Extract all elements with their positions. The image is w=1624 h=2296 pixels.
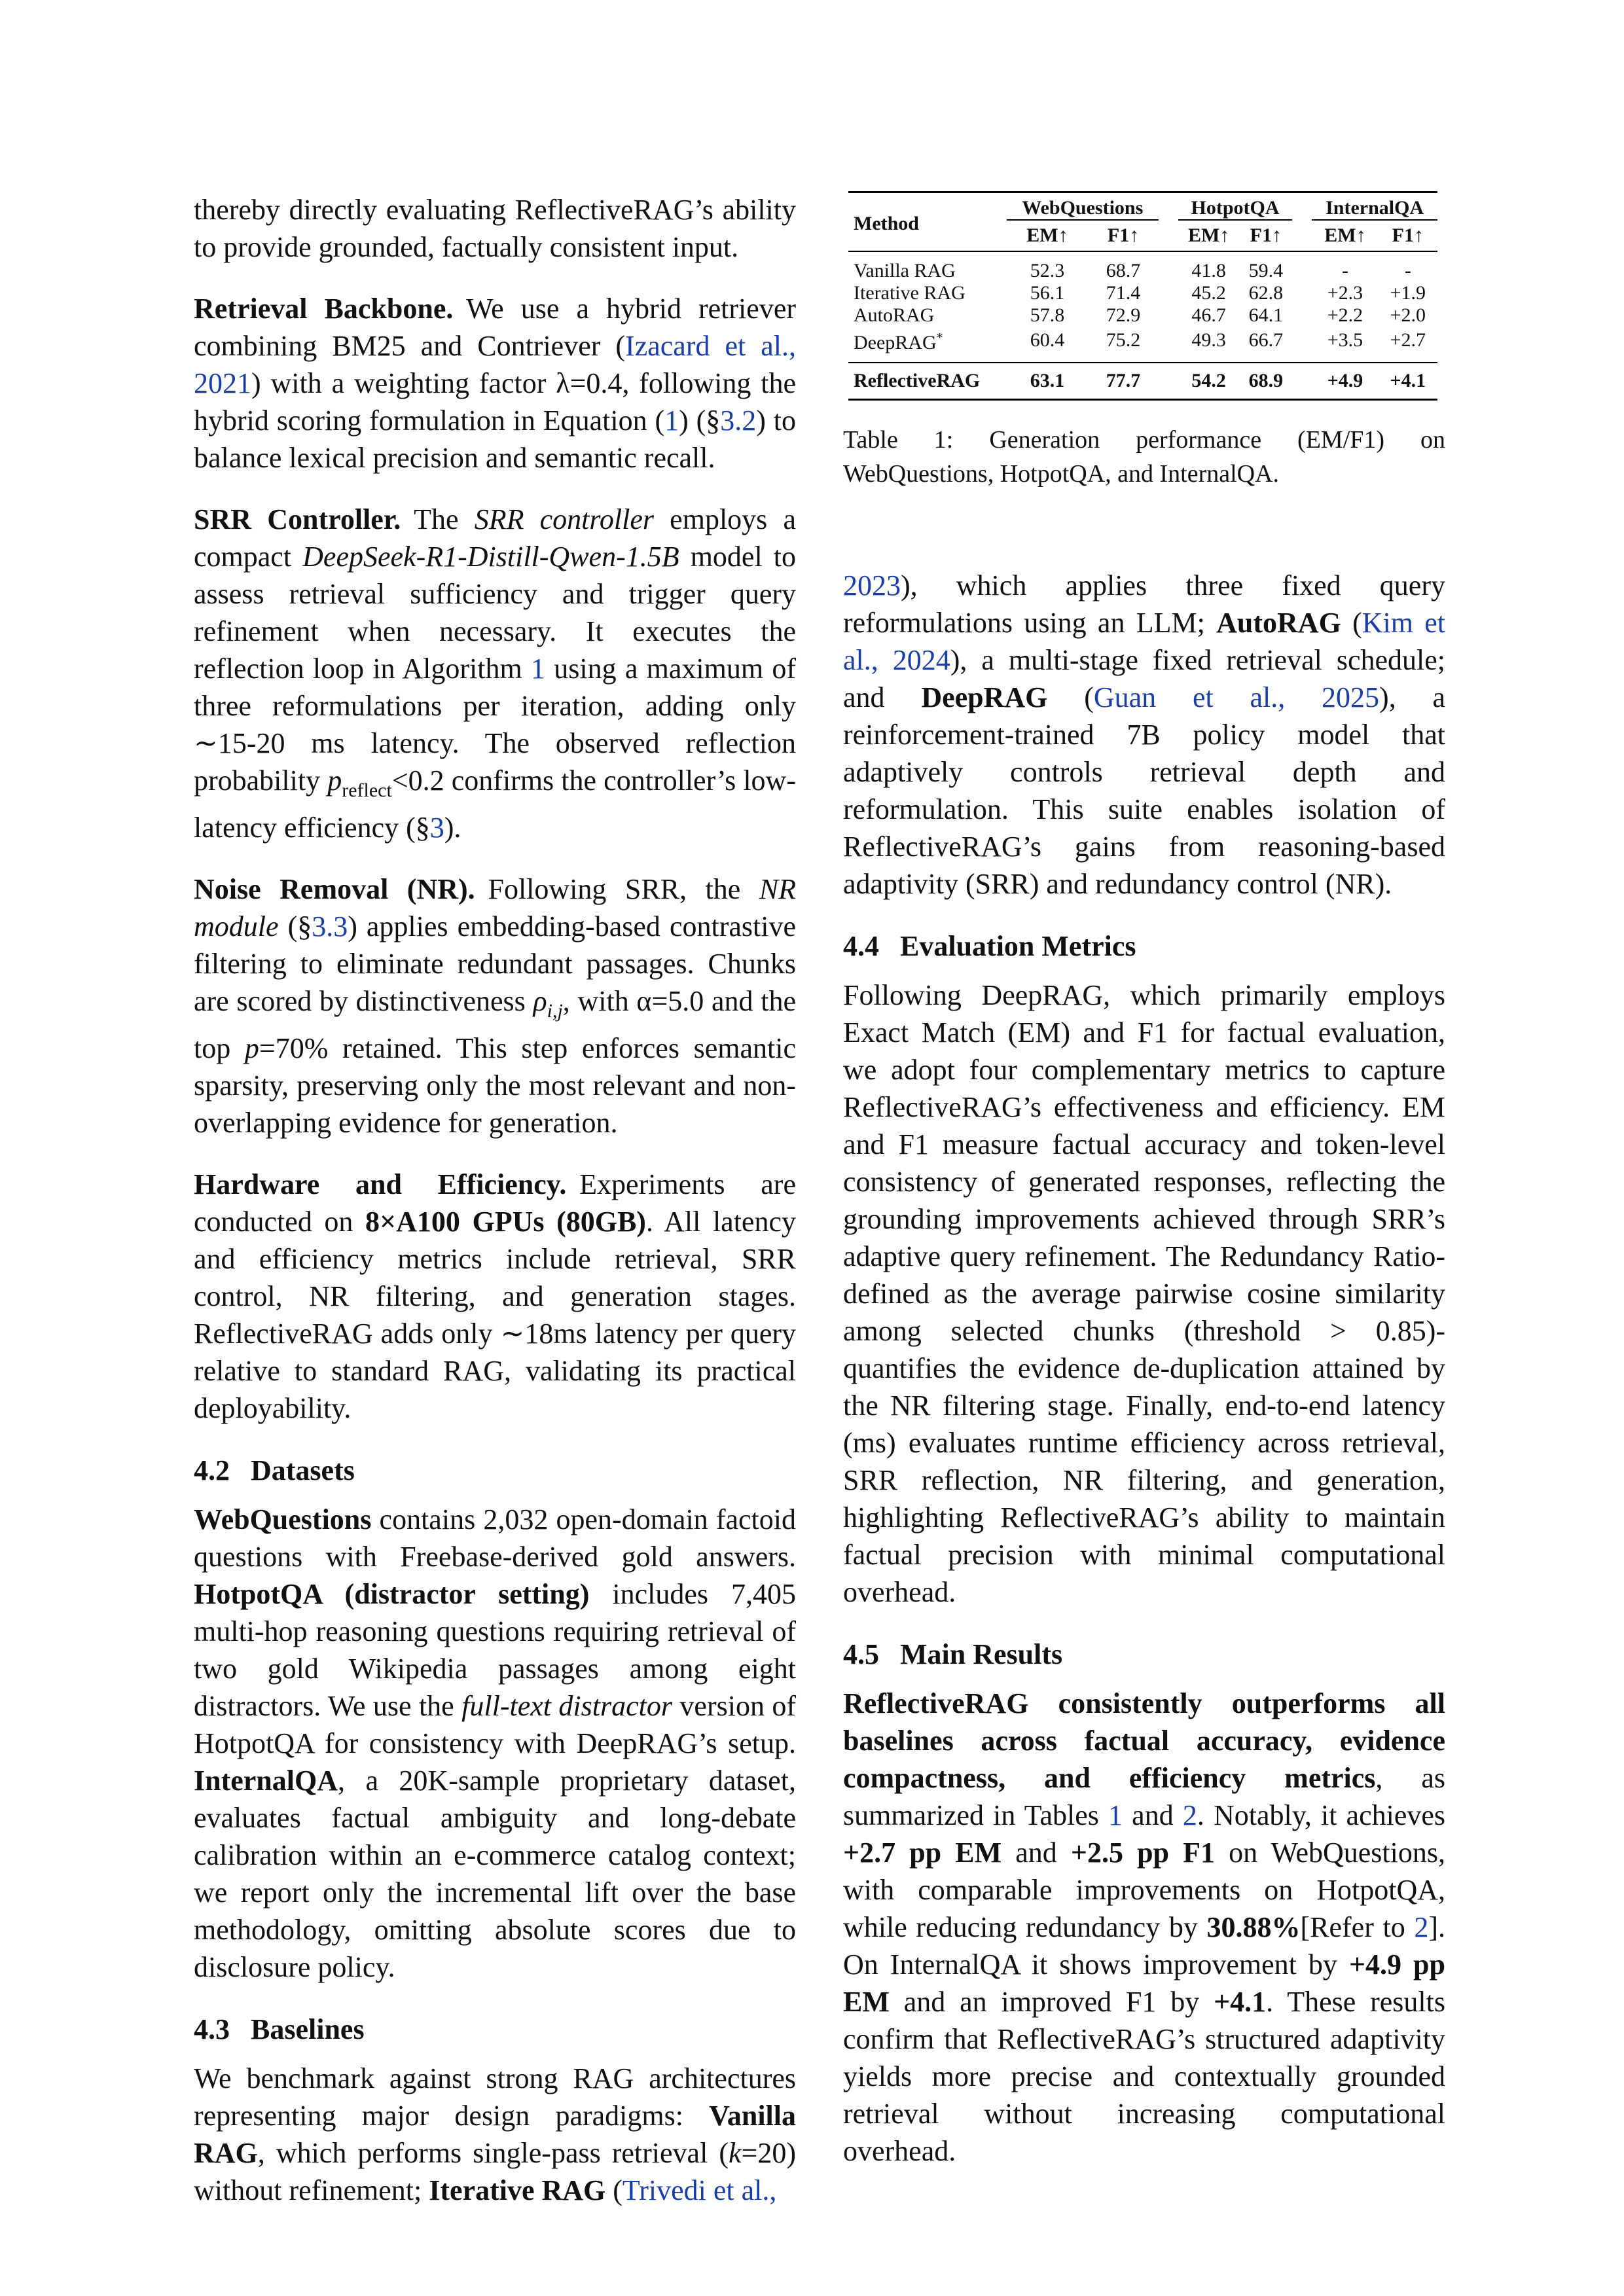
method-name: DeepRAG: [854, 332, 937, 353]
value-cell: 71.4: [1106, 282, 1141, 304]
noise-removal-heading: Noise Removal (NR).: [194, 872, 475, 905]
citation-link[interactable]: Kim et al., 2024: [843, 607, 1446, 676]
text-span: and an improved F1 by: [889, 1986, 1214, 2018]
value-cell: +1.9: [1390, 282, 1426, 304]
baseline-name: AutoRAG: [1216, 607, 1341, 639]
value-cell: 41.8: [1191, 260, 1226, 281]
retrieval-backbone-heading: Retrieval Backbone.: [194, 293, 454, 325]
text-span: and: [1123, 1799, 1183, 1831]
section-title: Baselines: [251, 2013, 365, 2045]
value-cell: +4.1: [1390, 370, 1426, 391]
section-ref-link[interactable]: 3.3: [312, 910, 348, 942]
right-column: [843, 567, 1445, 2170]
text-span: (§: [278, 910, 312, 942]
result-value: +4.1: [1214, 1986, 1267, 2018]
metric-header: F1↑: [1392, 224, 1424, 246]
dataset-name: InternalQA: [194, 1764, 338, 1797]
text-span: ) applies embedding-based contrastive filtering to eliminate redundant passages. Chunks are scored by distinctiveness: [194, 910, 796, 1017]
value-cell: 56.1: [1030, 282, 1065, 304]
value-cell: 54.2: [1191, 370, 1226, 391]
value-cell: 52.3: [1030, 260, 1065, 281]
group-header: WebQuestions: [1007, 192, 1159, 221]
baseline-name: Vanilla RAG: [194, 2099, 796, 2169]
text-span: and: [1001, 1837, 1071, 1869]
value-cell: -: [1341, 260, 1348, 281]
math-symbol: ρ: [533, 984, 547, 1017]
text-span: (: [1341, 607, 1362, 639]
value-cell: 66.7: [1248, 329, 1284, 351]
citation-link[interactable]: Trivedi et al.,: [622, 2174, 777, 2206]
text-span: (: [1047, 681, 1094, 713]
result-value: 30.88%: [1206, 1911, 1301, 1943]
section-title: Datasets: [251, 1454, 355, 1486]
section-heading-evaluation-metrics: [843, 927, 1445, 965]
result-value: +2.5 pp F1: [1070, 1837, 1216, 1869]
method-cell: AutoRAG: [854, 304, 935, 326]
left-column: [194, 191, 796, 2209]
table-ref-link[interactable]: 1: [1108, 1799, 1123, 1831]
value-cell: -: [1404, 260, 1411, 281]
metric-header: EM↑: [1026, 224, 1068, 246]
method-cell: Vanilla RAG: [854, 260, 956, 281]
text-span: ) with a weighting factor λ=0.4, following the hybrid scoring formulation in Equation (: [194, 367, 796, 437]
algorithm-ref-link[interactable]: 1: [530, 653, 545, 685]
math-subscript: i,j: [547, 999, 563, 1022]
value-cell: 49.3: [1191, 329, 1226, 351]
text-span: , as summarized in Tables: [843, 1762, 1445, 1831]
gpu-spec: 8×A100 GPUs (80GB): [365, 1205, 646, 1238]
value-cell: 64.1: [1248, 304, 1284, 326]
table-caption: Table 1: Generation performance (EM/F1) on WebQuestions, HotpotQA, and InternalQA.: [843, 426, 1445, 488]
method-header: Method: [854, 213, 919, 234]
dataset-name: HotpotQA (distractor setting): [194, 1577, 590, 1610]
table-row-ours: [848, 363, 1437, 400]
section-title: Main Results: [900, 1638, 1063, 1670]
metric-header: F1↑: [1107, 224, 1140, 246]
section-number: 4.4: [843, 930, 879, 962]
text-span: =20) without refinement;: [194, 2136, 796, 2206]
text-span: , a 20K-sample proprietary dataset, evaluates factual ambiguity and long-debate calibration within an e-commerce catalog context; we report only the incremental lift over the base methodology, omitting absolute scores due to disclosure policy.: [194, 1764, 796, 1983]
math-symbol: p: [327, 764, 342, 797]
value-cell: 68.7: [1106, 260, 1141, 281]
citation-link[interactable]: Guan et al., 2025: [1093, 681, 1380, 713]
section-heading-datasets: [194, 1452, 796, 1489]
table-header-row: [848, 192, 1437, 221]
bold-claim: ReflectiveRAG consistently outperforms all baselines across factual accuracy, evidence compactness, and efficiency metrics: [843, 1687, 1445, 1794]
metric-header: F1↑: [1250, 224, 1282, 246]
value-cell: 77.7: [1106, 370, 1141, 391]
text-span: (: [605, 2174, 623, 2206]
value-cell: +2.0: [1390, 304, 1426, 326]
value-cell: 59.4: [1248, 260, 1284, 281]
text-span: <0.2 confirms the controller’s low-latency efficiency (§: [194, 764, 796, 844]
retrieval-backbone-paragraph: [194, 290, 796, 476]
baselines-continued-paragraph: [843, 567, 1445, 903]
section-number: 4.5: [843, 1638, 879, 1670]
value-cell: 46.7: [1191, 304, 1226, 326]
table-ref-link[interactable]: 2: [1414, 1911, 1429, 1943]
table-row: [848, 327, 1437, 354]
value-cell: 45.2: [1191, 282, 1226, 304]
value-cell: 57.8: [1030, 304, 1065, 326]
text-span: . Notably, it achieves: [1197, 1799, 1446, 1831]
value-cell: 72.9: [1106, 304, 1141, 326]
datasets-paragraph: [194, 1501, 796, 1986]
metric-header: EM↑: [1324, 224, 1366, 246]
model-name: DeepSeek-R1-Distill-Qwen-1.5B: [302, 541, 679, 573]
text-span: . These results confirm that ReflectiveRAG’s structured adaptivity yields more precise and contextually grounded retrieval without increasing computational overhead.: [843, 1986, 1445, 2167]
noise-removal-paragraph: [194, 870, 796, 1141]
text-span: ), which applies three fixed query reformulations using an LLM;: [843, 569, 1445, 639]
text-span: Following DeepRAG, which primarily employs Exact Match (EM) and F1 for factual evaluation, we adopt four complementary metrics to capture ReflectiveRAG’s effectiveness and efficiency. EM and F1 measure factual accuracy and token-level consistency of generated responses, reflecting the grounding improvements achieved through SRR’s adaptive query refinement. The Redundancy Ratio-defined as the average pairwise cosine similarity among selected chunks (threshold > 0.85)-quantifies the evidence de-duplication attained by the NR filtering stage. Finally, end-to-end latency (ms) evaluates runtime efficiency across retrieval, SRR reflection, NR filtering, and generation, highlighting ReflectiveRAG’s ability to maintain factual precision with minimal computational overhead.: [843, 979, 1445, 1608]
equation-ref-link[interactable]: 1: [664, 404, 679, 437]
section-title: Evaluation Metrics: [900, 930, 1136, 962]
text-span: We use a hybrid retriever combining BM25 and Contriever (: [194, 293, 796, 362]
term-span: SRR controller: [474, 503, 654, 535]
section-heading-main-results: [843, 1636, 1445, 1673]
table-row: [848, 282, 1437, 304]
citation-link[interactable]: Izacard et al., 2021: [194, 330, 796, 399]
main-results-paragraph: [843, 1685, 1445, 2170]
text-span: Experiments are conducted on: [194, 1168, 796, 1238]
text-span: . All latency and efficiency metrics include retrieval, SRR control, NR filtering, and generation stages. ReflectiveRAG adds only ∼18ms latency per query relative to standard RAG, validating its practical deployability.: [194, 1205, 796, 1424]
table-row: [848, 260, 1437, 282]
text-span: ) (§: [679, 404, 721, 437]
baseline-name: DeepRAG: [921, 681, 1048, 713]
text-span: ]. On InternalQA it shows improvement by: [843, 1911, 1445, 1981]
intro-paragraph: [194, 191, 796, 266]
math-symbol: p: [244, 1031, 259, 1064]
hardware-paragraph: [194, 1166, 796, 1427]
text-span: ) to balance lexical precision and semantic recall.: [194, 404, 796, 474]
srr-controller-paragraph: [194, 501, 796, 846]
value-cell: 68.9: [1248, 370, 1284, 391]
text-span: includes 7,405 multi-hop reasoning questions requiring retrieval of two gold Wikipedia passages among eight distractors. We use the: [194, 1577, 796, 1722]
value-cell: +3.5: [1327, 329, 1363, 351]
value-cell: 75.2: [1106, 329, 1141, 351]
section-number: 4.3: [194, 2013, 230, 2045]
table-ref-link[interactable]: 2: [1182, 1799, 1197, 1831]
value-cell: +4.9: [1327, 370, 1363, 391]
section-number: 4.2: [194, 1454, 230, 1486]
text-span: , with α=5.0 and the top: [194, 984, 797, 1064]
text-span: on WebQuestions, with comparable improvements on HotpotQA, while reducing redundancy by: [843, 1837, 1445, 1943]
metric-header: EM↑: [1187, 224, 1230, 246]
group-header: HotpotQA: [1178, 192, 1292, 221]
table-row: [848, 304, 1437, 327]
text-span: contains 2,032 open-domain factoid questions with Freebase-derived gold answers.: [194, 1503, 796, 1573]
section-ref-link[interactable]: 3: [429, 811, 444, 844]
section-heading-baselines: [194, 2011, 796, 2048]
citation-link[interactable]: 2023: [843, 569, 901, 601]
baselines-paragraph: [194, 2060, 796, 2209]
text-span: employs a compact: [194, 503, 796, 573]
srr-controller-heading: SRR Controller.: [194, 503, 401, 535]
text-span: =70% retained. This step enforces semantic sparsity, preserving only the most relevant and non-overlapping evidence for generation.: [194, 1031, 796, 1139]
value-cell: 62.8: [1248, 282, 1284, 304]
math-symbol: k: [729, 2136, 742, 2169]
value-cell: 60.4: [1030, 329, 1065, 351]
value-cell: +2.7: [1390, 329, 1426, 351]
method-superscript: *: [936, 331, 943, 345]
text-span: ), a multi-stage fixed retrieval schedule; and: [843, 644, 1445, 713]
section-ref-link[interactable]: 3.2: [720, 404, 757, 437]
value-cell: 63.1: [1030, 370, 1065, 391]
result-value: +2.7 pp EM: [843, 1837, 1002, 1869]
result-value: +4.9 pp EM: [843, 1948, 1445, 2018]
term-span: NR module: [194, 872, 796, 942]
text-span: The: [414, 503, 475, 535]
text-span: model to assess retrieval sufficiency and trigger query refinement when necessary. It executes the reflection loop in Algorithm: [194, 541, 796, 685]
results-table: [848, 191, 1437, 401]
text-span: ), a reinforcement-trained 7B policy model that adaptively controls retrieval depth and reformulation. This suite enables isolation of ReflectiveRAG’s gains from reasoning-based adaptivity (SRR) and redundancy control (NR).: [843, 681, 1446, 900]
method-cell: ReflectiveRAG: [854, 370, 981, 391]
method-cell: Iterative RAG: [854, 282, 965, 304]
math-subscript: reflect: [342, 779, 392, 801]
text-span: We benchmark against strong RAG architectures representing major design paradigms:: [194, 2062, 796, 2132]
method-cell: [848, 327, 1007, 354]
baseline-name: Iterative RAG: [429, 2174, 606, 2206]
group-header: InternalQA: [1312, 192, 1437, 221]
dataset-name: WebQuestions: [194, 1503, 372, 1535]
text-span: Following SRR, the: [488, 872, 759, 905]
text-span: using a maximum of three reformulations per iteration, adding only ∼15-20 ms latency. The observed reflection probability: [194, 653, 796, 797]
evaluation-metrics-paragraph: [843, 977, 1445, 1611]
value-cell: +2.2: [1327, 304, 1363, 326]
term-span: full-text distractor: [461, 1689, 672, 1722]
text-span: [Refer to: [1300, 1911, 1415, 1943]
value-cell: +2.3: [1327, 282, 1363, 304]
intro-text: thereby directly evaluating ReflectiveRAG’s ability to provide grounded, factually consistent input.: [194, 194, 796, 263]
text-span: , which performs single-pass retrieval (: [257, 2136, 729, 2169]
hardware-heading: Hardware and Efficiency.: [194, 1168, 567, 1200]
text-span: ).: [444, 811, 461, 844]
text-span: version of HotpotQA for consistency with DeepRAG’s setup.: [194, 1689, 797, 1759]
results-table-figure: [843, 191, 1445, 491]
